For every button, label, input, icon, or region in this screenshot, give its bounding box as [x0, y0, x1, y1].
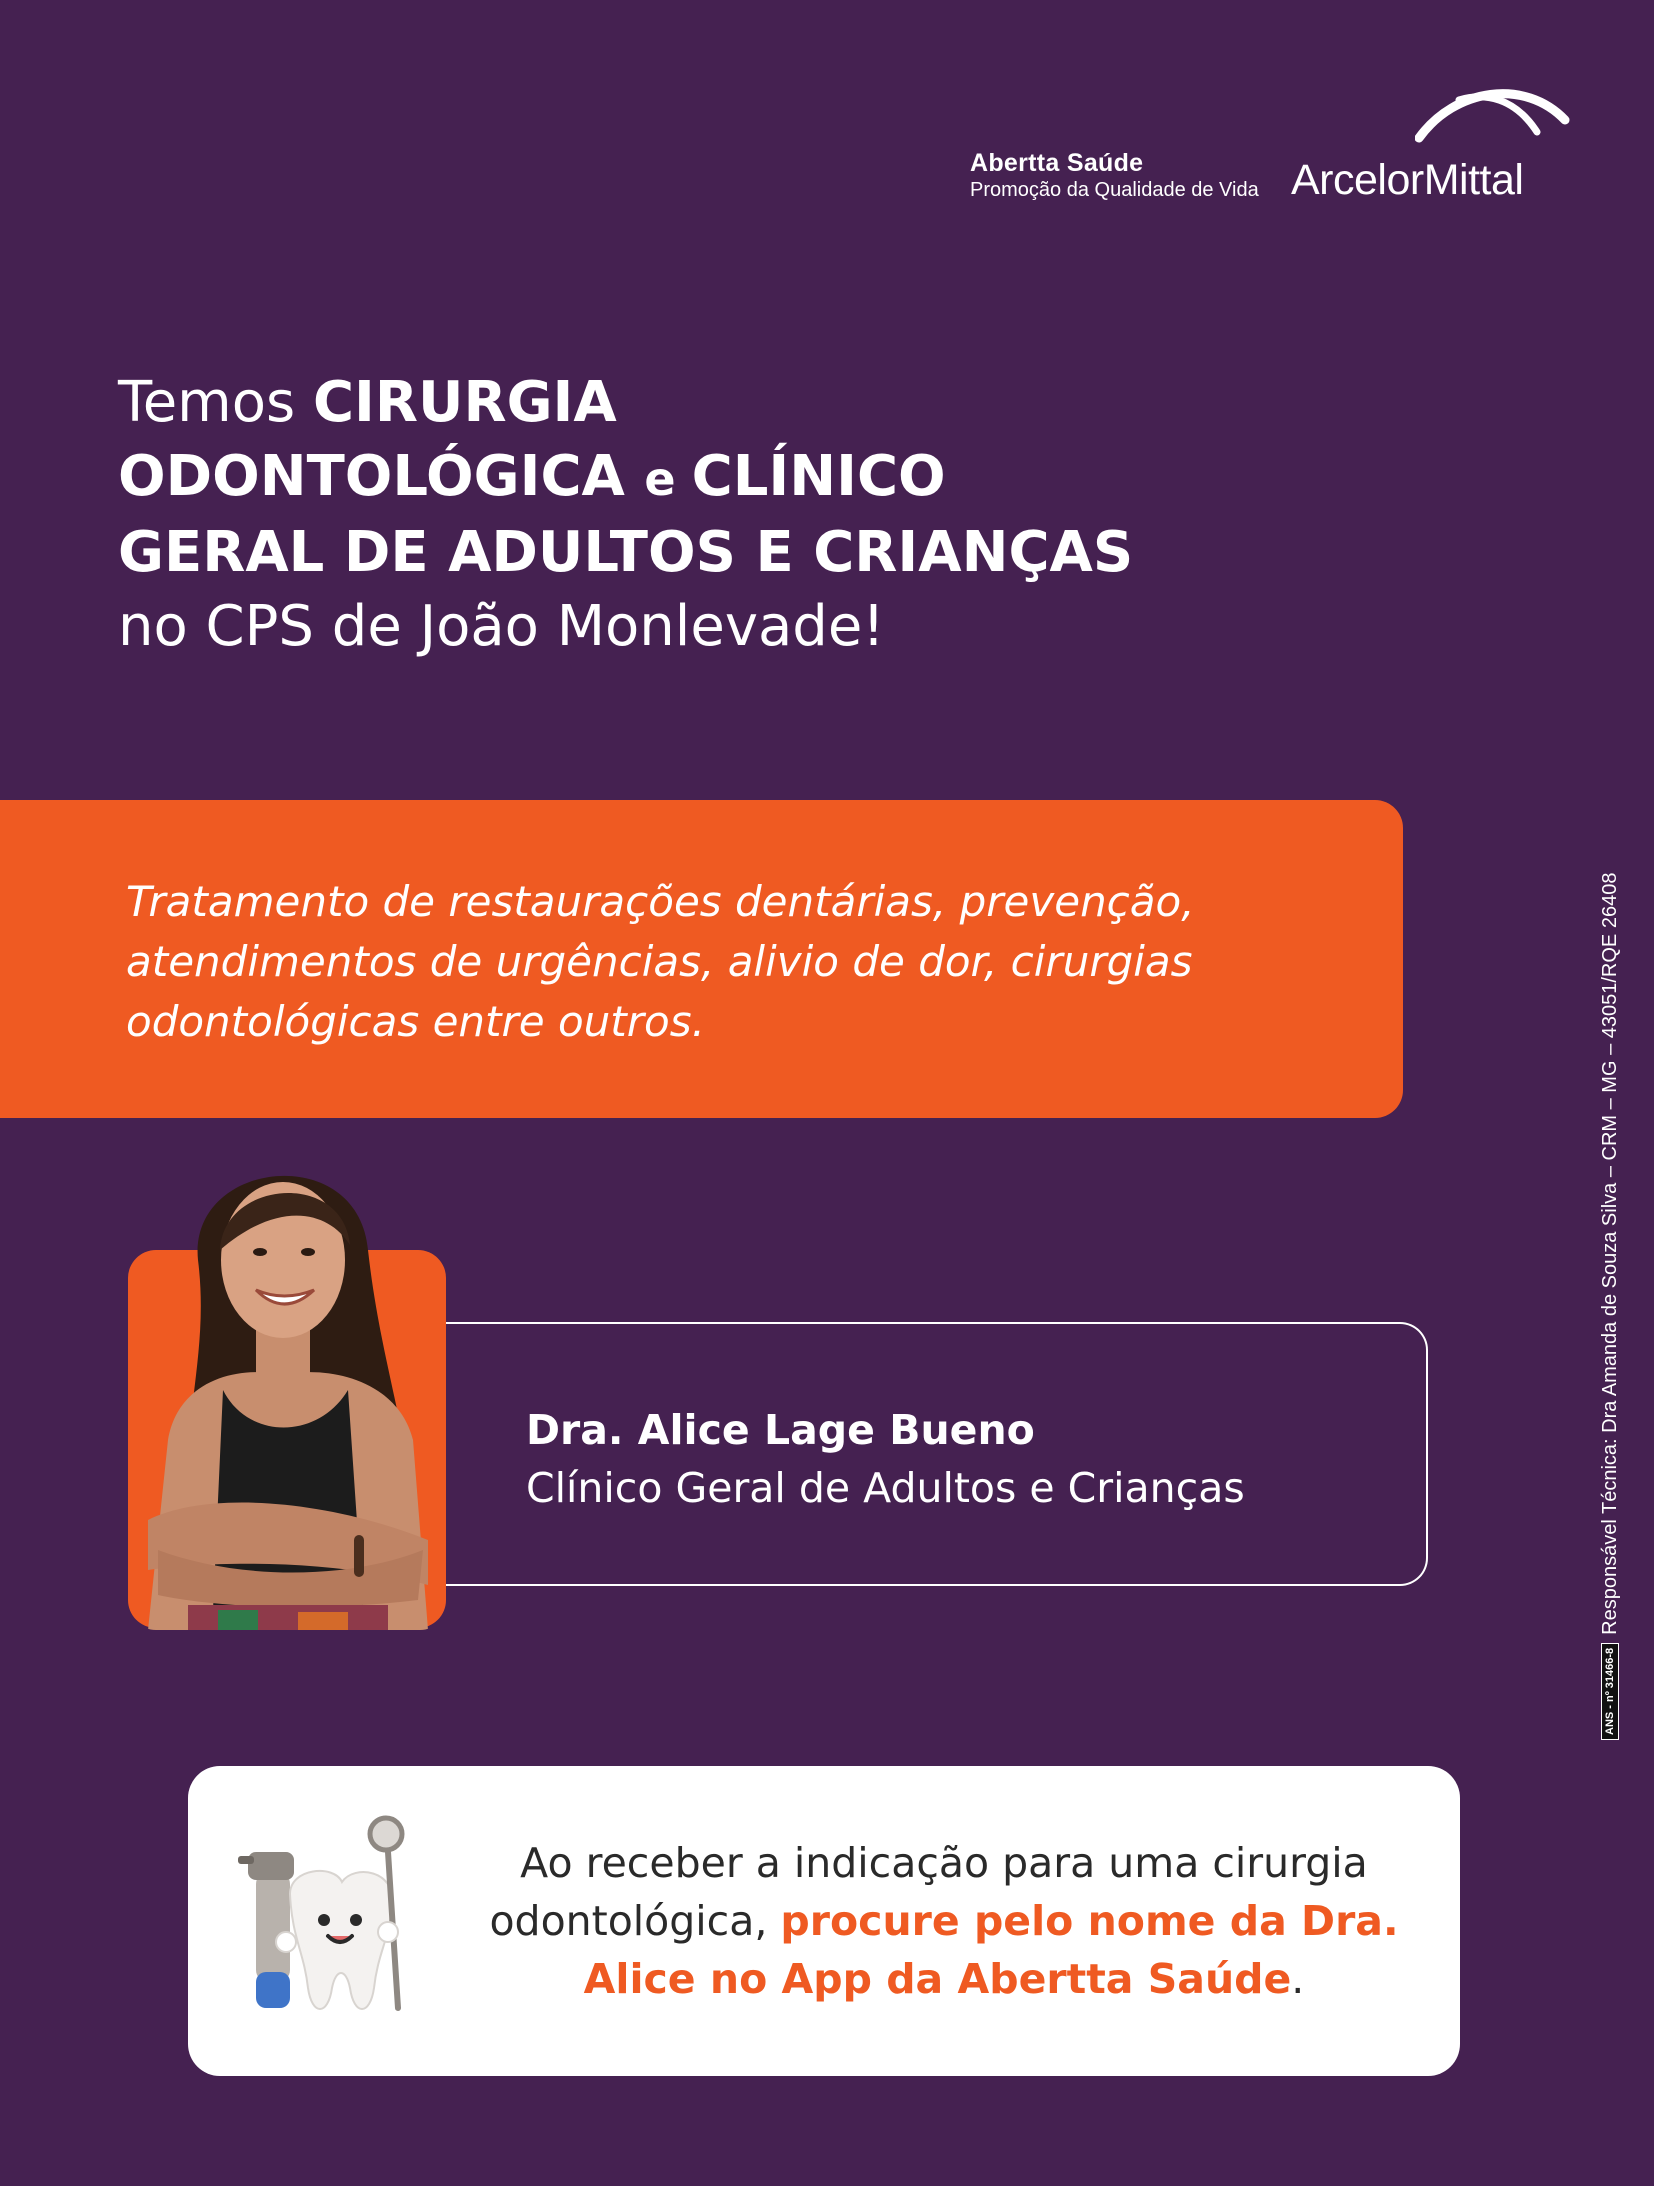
callout-line-2-highlight: procure pelo nome da Dra. — [780, 1897, 1399, 1945]
headline-temos: Temos — [118, 370, 313, 435]
headline-line-3: GERAL DE ADULTOS E CRIANÇAS — [118, 520, 1134, 585]
headline-odontologica: ODONTOLÓGICA — [118, 444, 645, 509]
services-banner — [0, 800, 1403, 1118]
headline-cirurgia: CIRURGIA — [312, 370, 617, 435]
arcelormittal-logo — [1285, 80, 1595, 210]
ans-badge: ANS - nº 31466-8 — [1601, 1643, 1619, 1740]
arcelormittal-wordmark: ArcelorMittal — [1291, 156, 1524, 204]
services-line-1: Tratamento de restaurações dentárias, prevenção, — [126, 877, 1195, 926]
services-text — [126, 872, 1346, 1052]
callout-line-2-plain: odontológica, — [489, 1897, 781, 1945]
arcelormittal-arc-icon — [1415, 80, 1575, 150]
callout-line-3-highlight: Alice no App da Abertta Saúde — [583, 1955, 1292, 2003]
doctor-card — [446, 1322, 1428, 1586]
headline-line-1 — [118, 366, 1268, 440]
headline-clinico: CLÍNICO — [691, 444, 946, 509]
callout-line-3 — [444, 1950, 1444, 2008]
abertta-tagline: Promoção da Qualidade de Vida — [970, 179, 1259, 201]
responsavel-tecnica: Responsável Técnica: Dra Amanda de Souza Silva – CRM – MG – 43051/RQE 26408 — [1599, 872, 1621, 1635]
doctor-role: Clínico Geral de Adultos e Crianças — [526, 1464, 1245, 1512]
callout-line-1: Ao receber a indicação para uma cirurgia — [520, 1839, 1368, 1887]
doctor-portrait — [128, 1140, 448, 1630]
abertta-logo — [970, 148, 1260, 202]
headline-line-2 — [118, 440, 1268, 516]
callout-line-3-end: . — [1291, 1955, 1305, 2003]
callout-message — [444, 1834, 1444, 2008]
doctor-name: Dra. Alice Lage Bueno — [526, 1406, 1035, 1454]
services-line-2: atendimentos de urgências, alivio de dor, cirurgias — [126, 937, 1193, 986]
headline — [118, 366, 1268, 664]
tooth-mascot-icon — [238, 1812, 410, 2032]
headline-line-4: no CPS de João Monlevade! — [118, 594, 885, 659]
services-line-3: odontológicas entre outros. — [126, 997, 705, 1046]
callout-card — [188, 1766, 1460, 2076]
legal-notice — [1598, 873, 1622, 1740]
abertta-name: Abertta Saúde — [970, 149, 1144, 177]
callout-line-2 — [444, 1892, 1444, 1950]
headline-e: e — [644, 452, 692, 506]
